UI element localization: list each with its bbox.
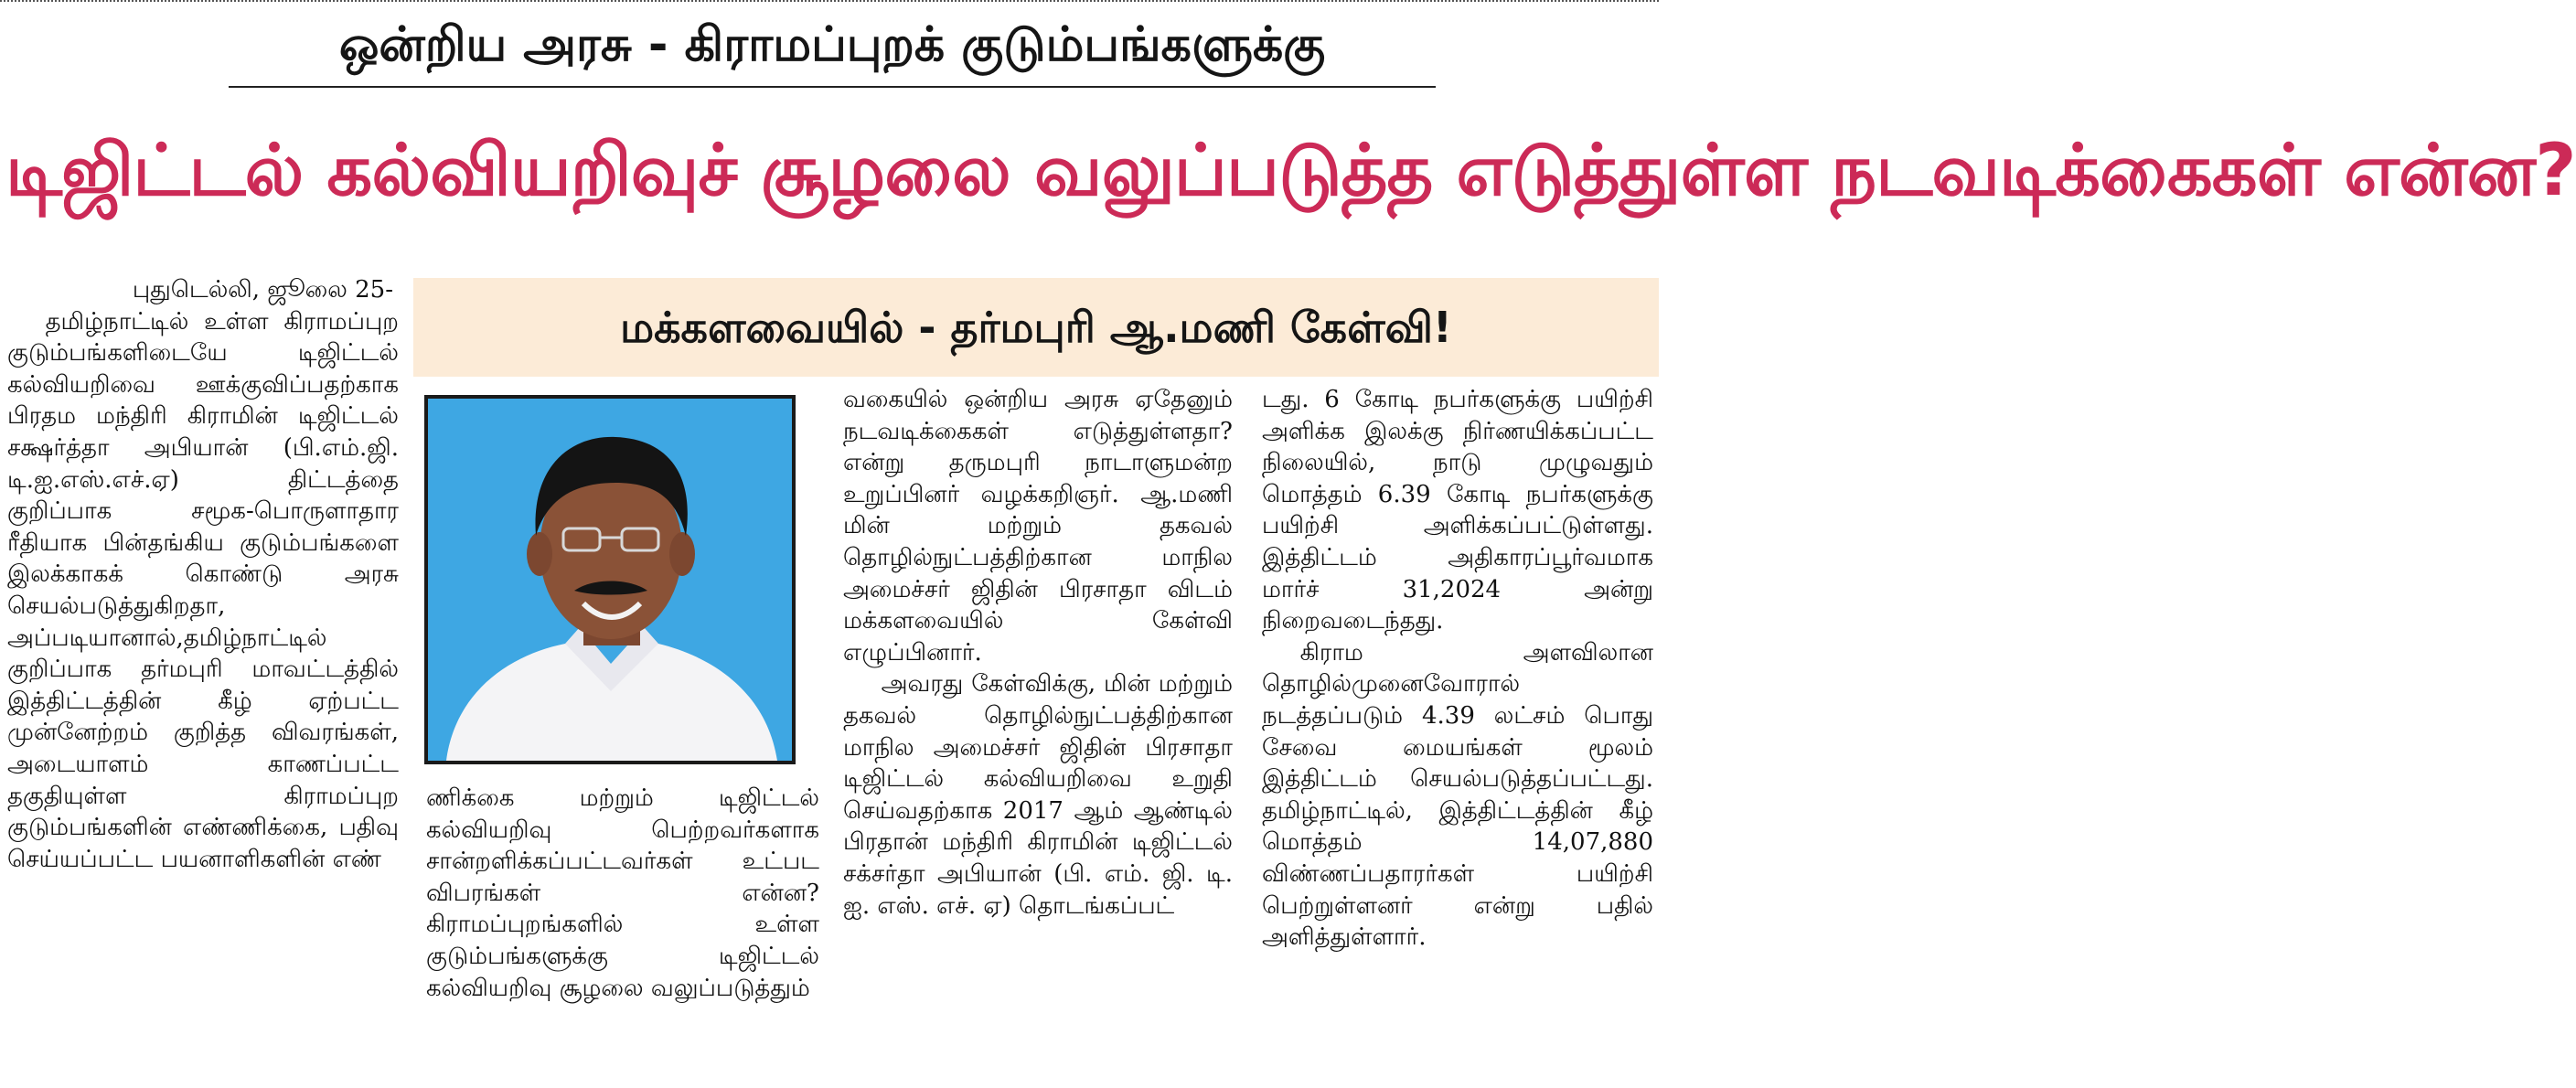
column-3: [843, 384, 1233, 922]
column-2: [426, 783, 819, 1004]
column-4-paragraph-1: டது. 6 கோடி நபர்களுக்கு பயிற்சி அளிக்க இலக்கு நிர்ணயிக்கப்பட்ட நிலையில், நாடு முழுவதும் மொத்தம் 6.39 கோடி நபர்களுக்கு பயிற்சி அளிக்கப்பட்டுள்ளது. இத்திட்டம் அதிகாரப்பூர்வமாக மார்ச் 31,2024 அன்று நிறைவடைந்தது.: [1262, 386, 1653, 635]
top-rule: [0, 0, 1659, 5]
column-3-paragraph-2: அவரது கேள்விக்கு, மின் மற்றும் தகவல் தொழில்நுட்பத்திற்கான மாநில அமைச்சர் ஜிதின் பிரசாதா டிஜிட்டல் கல்வியறிவை உறுதி செய்வதற்காக 2017 ஆம் ஆண்டில் பிரதான் மந்திரி கிராமின் டிஜிட்டல் சக்சர்தா அபியான் (பி. எம். ஜி. டி. ஐ. எஸ். எச். ஏ) தொடங்கப்பட்: [843, 670, 1233, 920]
portrait-photo: [424, 395, 796, 764]
kicker-headline: ஒன்றிய அரசு - கிராமப்புறக் குடும்பங்களுக்கு: [338, 17, 1326, 72]
left-ear: [527, 532, 552, 576]
column-3-paragraph-1: வகையில் ஒன்றிய அரசு ஏதேனும் நடவடிக்கைகள் எடுத்துள்ளதா? என்று தருமபுரி நாடாளுமன்ற உறுப்பினர் வழக்கறிஞர். ஆ.மணி மின் மற்றும் தகவல் தொழில்நுட்பத்திற்கான மாநில அமைச்சர் ஜிதின் பிரசாதா விடம் மக்களவையில் கேள்வி எழுப்பினார்.: [843, 386, 1233, 667]
column-1: [7, 274, 399, 875]
main-headline: டிஜிட்டல் கல்வியறிவுச் சூழலை வலுப்படுத்த எடுத்துள்ள நடவடிக்கைகள் என்ன?: [5, 130, 2576, 212]
subheadline-banner: மக்களவையில் - தர்மபுரி ஆ.மணி கேள்வி!: [413, 278, 1659, 377]
column-4: [1262, 384, 1653, 954]
portrait-illustration: [428, 399, 792, 761]
right-ear: [669, 532, 695, 576]
dateline: புதுடெல்லி, ஜூலை 25-: [132, 276, 393, 304]
kicker-underline: [229, 86, 1436, 88]
column-4-paragraph-2: கிராம அளவிலான தொழில்முனைவோரால் நடத்தப்படும் 4.39 லட்சம் பொது சேவை மையங்கள் மூலம் இத்திட்டம் செயல்படுத்தப்பட்டது. தமிழ்நாட்டில், இத்திட்டத்தின் கீழ் மொத்தம் 14,07,880 விண்ணப்பதாரர்கள் பயிற்சி பெற்றுள்ளனர் என்று பதில் அளித்துள்ளார்.: [1262, 638, 1653, 952]
column-1-text: தமிழ்நாட்டில் உள்ள கிராமப்புற குடும்பங்களிடையே டிஜிட்டல் கல்வியறிவை ஊக்குவிப்பதற்காக பிரதம மந்திரி கிராமின் டிஜிட்டல் சக்ஷர்த்தா அபியான் (பி.எம்.ஜி. டி.ஐ.எஸ்.எச்.ஏ) திட்டத்தை குறிப்பாக சமூக-பொருளாதார ரீதியாக பின்தங்கிய குடும்பங்களை இலக்காகக் கொண்டு அரசு செயல்படுத்துகிறதா, அப்படியானால்,தமிழ்நாட்டில் குறிப்பாக தர்மபுரி மாவட்டத்தில் இத்திட்டத்தின் கீழ் ஏற்பட்ட முன்னேற்றம் குறித்த விவரங்கள், அடையாளம் காணப்பட்ட தகுதியுள்ள கிராமப்புற குடும்பங்களின் எண்ணிக்கை, பதிவு செய்யப்பட்ட பயனாளிகளின் எண்: [7, 307, 399, 873]
column-2-text: ணிக்கை மற்றும் டிஜிட்டல் கல்வியறிவு பெற்றவர்களாக சான்றளிக்கப்பட்டவர்கள் உட்பட விபரங்கள் என்ன?கிராமப்புறங்களில் உள்ள குடும்பங்களுக்கு டிஜிட்டல் கல்வியறிவு சூழலை வலுப்படுத்தும்: [426, 784, 819, 1002]
